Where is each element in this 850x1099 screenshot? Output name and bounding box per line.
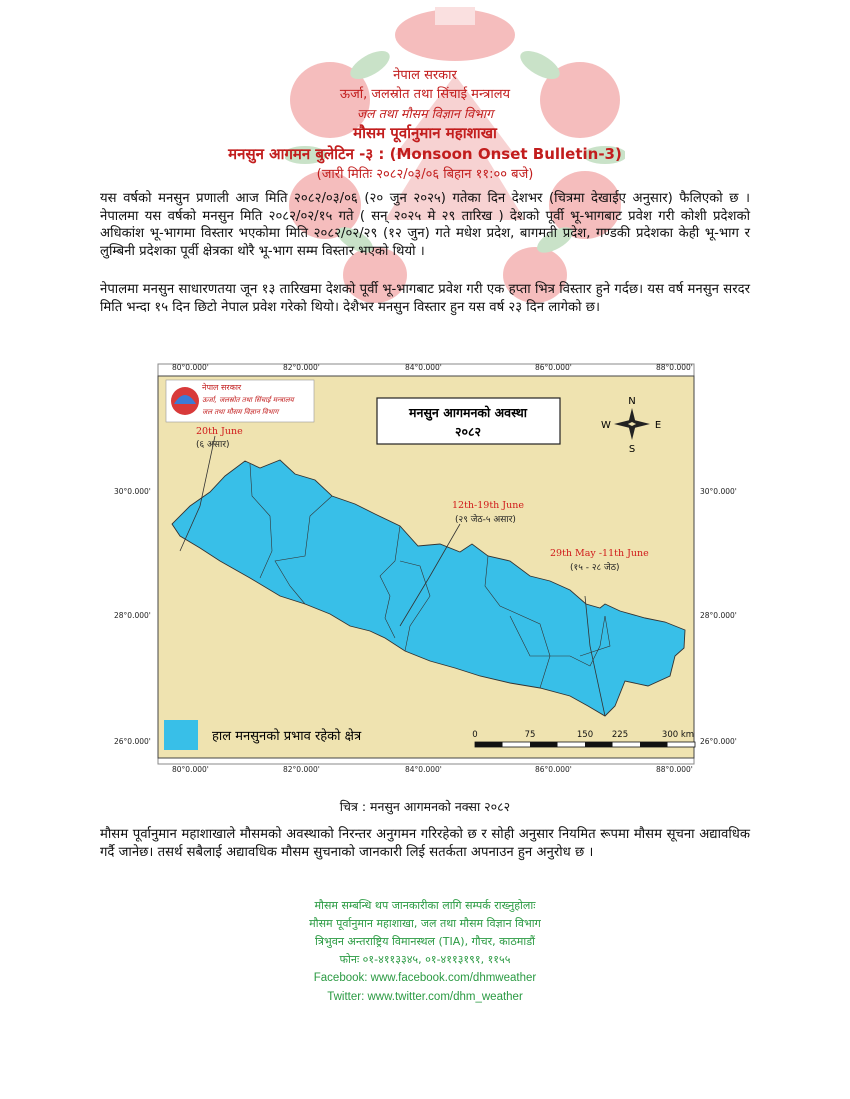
contact-intro: मौसम सम्बन्धि थप जानकारीका लागि सम्पर्क राख्नुहोलाः: [314, 899, 536, 912]
scale-tick: 75: [524, 730, 536, 740]
lat-tick-right: 26°0.000': [700, 737, 737, 746]
map-caption: चित्र : मनसुन आगमनको नक्सा २०८२: [339, 799, 511, 814]
paragraph-3: मौसम पूर्वानुमान महाशाखाले मौसमको अवस्थाको निरन्तर अनुगमन गरिरहेको छ र सोही अनुसार नियमित रूपमा मौसम सूचना अद्यावधिक गर्दै जानेछ। तसर्थ सबैलाई अद्यावधिक मौसम सुचनाको जानकारी लिई सतर्कता अपनाउन हुन अनुरोध छ ।: [100, 827, 750, 860]
annotation-date-3: 29th May -11th June: [550, 548, 649, 559]
scale-tick: 225: [611, 730, 629, 740]
map-year: २०८२: [454, 424, 482, 439]
lon-tick-bottom: 80°0.000': [172, 765, 209, 774]
contact-phone: फोनः ०१-४११३३४५, ०१-४११३१९१, ११५५: [339, 953, 511, 966]
bulletin-header: [0, 66, 850, 184]
division-title: मौसम पूर्वानुमान महाशाखा: [353, 124, 497, 142]
annotation-date-2: 12th-19th June: [452, 500, 524, 511]
annotation-nepali-3: (१५ - २८ जेठ): [570, 563, 620, 573]
bulletin-title: मनसुन आगमन बुलेटिन -३ : (Monsoon Onset Bulletin-3): [228, 145, 622, 163]
legend-swatch: [164, 720, 198, 750]
map-title: मनसुन आगमनको अवस्था: [409, 405, 527, 420]
lon-tick-top: 82°0.000': [283, 363, 320, 372]
compass-north: N: [628, 396, 636, 407]
compass-west: W: [601, 420, 611, 431]
logo-line-2: ऊर्जा, जलस्रोत तथा सिंचाई मन्त्रालय: [202, 396, 294, 404]
scale-tick: 150: [576, 730, 594, 740]
paragraph-2: नेपालमा मनसुन साधारणतया जून १३ तारिखमा देशको पूर्वी भू-भागबाट प्रवेश गरी एक हप्ता भित्र विस्तार हुने गर्दछ। यस वर्ष मनसुन सरदर मिति भन्दा १५ दिन छिटो नेपाल प्रवेश गरेको थियो। देशैभर मनसुन विस्तार हुन यस वर्ष २३ दिन लागेको छ।: [100, 282, 750, 315]
contact-footer: [0, 897, 850, 1007]
issue-date: (जारी मितिः २०८२/०३/०६ बिहान ११:०० बजे): [316, 167, 534, 182]
scale-tick: 300 km: [661, 730, 695, 740]
logo-line-1: नेपाल सरकार: [202, 383, 242, 392]
ministry-title: ऊर्जा, जलस्रोत तथा सिंचाई मन्त्रालय: [339, 87, 511, 102]
legend-label: हाल मनसुनको प्रभाव रहेको क्षेत्र: [212, 729, 362, 744]
lat-tick-right: 30°0.000': [700, 487, 737, 496]
lon-tick-top: 88°0.000': [656, 363, 693, 372]
lon-tick-bottom: 86°0.000': [535, 765, 572, 774]
contact-division: मौसम पूर्वानुमान महाशाखा, जल तथा मौसम विज्ञान विभाग: [309, 917, 541, 930]
annotation-nepali-1: (६ असार): [196, 440, 230, 450]
department-title: जल तथा मौसम विज्ञान विभाग: [356, 106, 494, 121]
paragraph-1: यस वर्षको मनसुन प्रणाली आज मिति २०८२/०३/०६ (२० जुन २०२५) गतेका दिन देशभर (चित्रमा देखाईए अनुसार) फैलिएको छ । नेपालमा यस वर्षको मनसुन मिति २०८२/०२/१५ गते ( सन् २०२५ मे २९ तारिख ) देशको पूर्वी भू-भागबाट प्रवेश गरी कोशी प्रदेशको अधिकांश भू-भागमा विस्तार भएकोमा मिति २०८२/०२/२९ (१२ जुन) गते मधेश प्रदेश, बागमती प्रदेश, गण्डकी प्रदेशका केही भू-भाग र लुम्बिनी प्रदेशका पूर्वी क्षेत्रका थोरै भू-भाग सम्म विस्तार भएको थियो ।: [100, 191, 750, 259]
lat-tick-left: 28°0.000': [114, 611, 151, 620]
lon-tick-top: 86°0.000': [535, 363, 572, 372]
lat-tick-right: 28°0.000': [700, 611, 737, 620]
lon-tick-top: 80°0.000': [172, 363, 209, 372]
lat-tick-left: 26°0.000': [114, 737, 151, 746]
lon-tick-top: 84°0.000': [405, 363, 442, 372]
annotation-date-1: 20th June: [196, 426, 243, 437]
compass-south: S: [628, 444, 636, 455]
contact-address: त्रिभुवन अन्तराष्ट्रिय विमानस्थल (TIA), गौचर, काठमाडौं: [315, 935, 535, 948]
government-title: नेपाल सरकार: [393, 68, 457, 83]
lon-tick-bottom: 84°0.000': [405, 765, 442, 774]
lon-tick-bottom: 82°0.000': [283, 765, 320, 774]
scale-tick: 0: [472, 730, 478, 740]
monsoon-map: [100, 356, 750, 776]
lon-tick-bottom: 88°0.000': [656, 765, 693, 774]
facebook-link[interactable]: Facebook: www.facebook.com/dhmweather: [313, 972, 537, 984]
dhm-logo-box: [166, 380, 314, 422]
annotation-nepali-2: (२९ जेठ-५ असार): [455, 515, 516, 525]
lat-tick-left: 30°0.000': [114, 487, 151, 496]
logo-line-3: जल तथा मौसम विज्ञान विभाग: [202, 408, 279, 416]
compass-east: E: [654, 420, 662, 431]
twitter-link[interactable]: Twitter: www.twitter.com/dhm_weather: [327, 991, 523, 1003]
